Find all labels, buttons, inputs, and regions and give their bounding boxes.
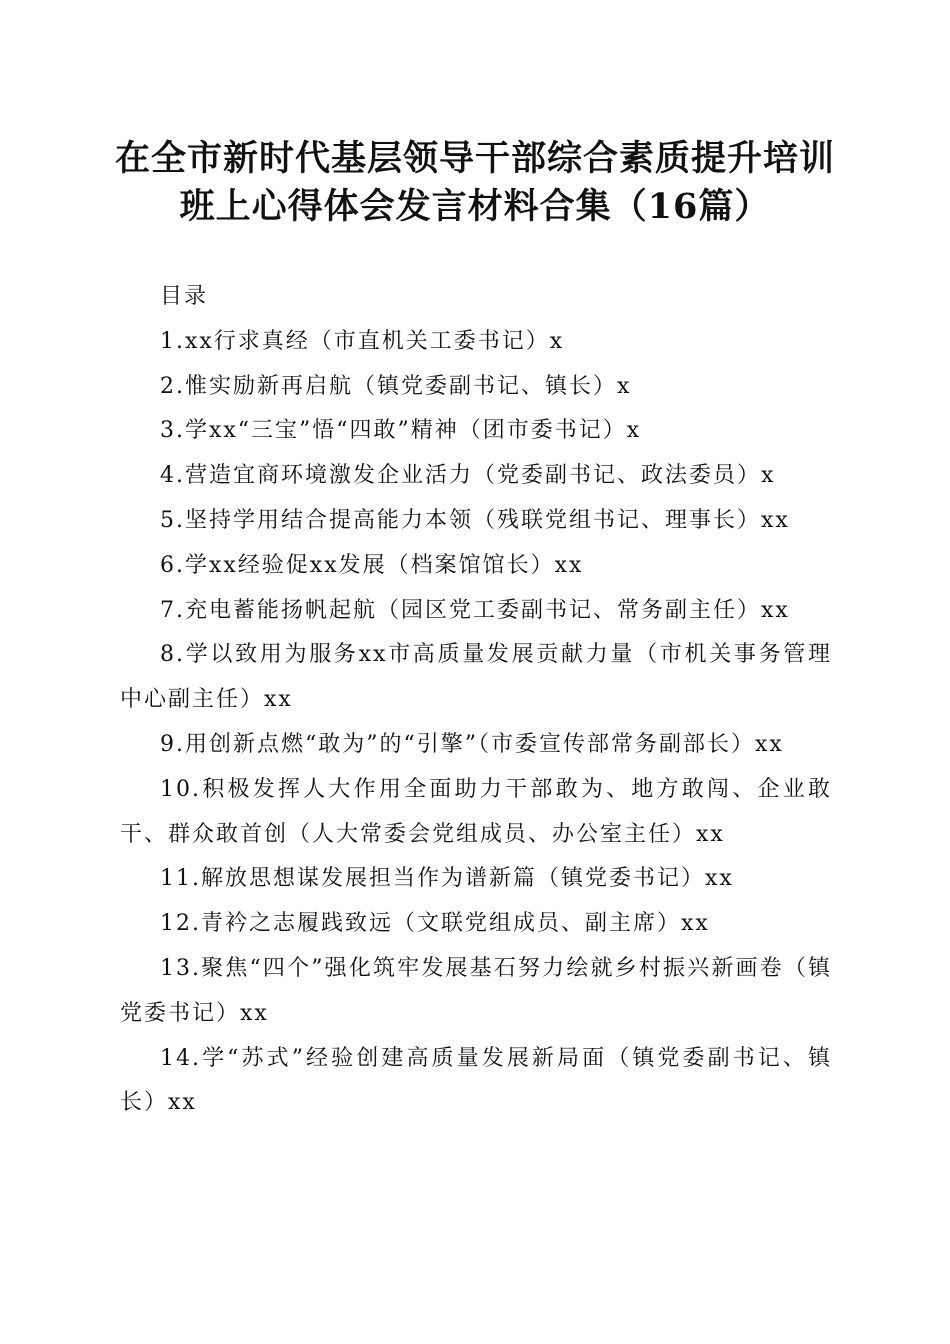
toc-item: 1.xx行求真经（市直机关工委书记）x [160, 328, 565, 354]
toc-item: 13.聚焦“四个”强化筑牢发展基石努力绘就乡村振兴新画卷（镇党委书记）xx [120, 955, 832, 1026]
toc-item: 12.青衿之志履践致远（文联党组成员、副主席）xx [160, 911, 710, 937]
title-line-2: 班上心得体会发言材料合集（16篇） [179, 186, 771, 227]
toc-item: 10.积极发挥人大作用全面助力干部敢为、地方敢闯、企业敢干、群众敢首创（人大常委会党组成员、办公室主任）xx [120, 776, 832, 847]
toc-item: 8.学以致用为服务xx市高质量发展贡献力量（市机关事务管理中心副主任）xx [120, 642, 832, 713]
table-of-contents [120, 275, 832, 1126]
toc-item: 3.学xx“三宝”悟“四敢”精神（团市委书记）x [160, 418, 642, 444]
title-line-1: 在全市新时代基层领导干部综合素质提升培训 [114, 138, 835, 179]
toc-item: 7.充电蓄能扬帆起航（园区党工委副书记、常务副主任）xx [160, 597, 790, 623]
toc-item: 4.营造宜商环境激发企业活力（党委副书记、政法委员）x [160, 463, 776, 489]
toc-heading: 目录 [160, 284, 209, 309]
toc-item: 6.学xx经验促xx发展（档案馆馆长）xx [160, 552, 584, 578]
toc-item: 5.坚持学用结合提高能力本领（残联党组书记、理事长）xx [160, 507, 790, 533]
toc-item: 14.学“苏式”经验创建高质量发展新局面（镇党委副书记、镇长）xx [120, 1045, 832, 1116]
toc-item: 11.解放思想谋发展担当作为谱新篇（镇党委书记）xx [160, 866, 734, 892]
toc-item: 9.用创新点燃“敢为”的“引擎”（市委宣传部常务副部长）xx [160, 731, 784, 757]
toc-item: 2.惟实励新再启航（镇党委副书记、镇长）x [160, 373, 632, 399]
document-title [80, 135, 870, 231]
